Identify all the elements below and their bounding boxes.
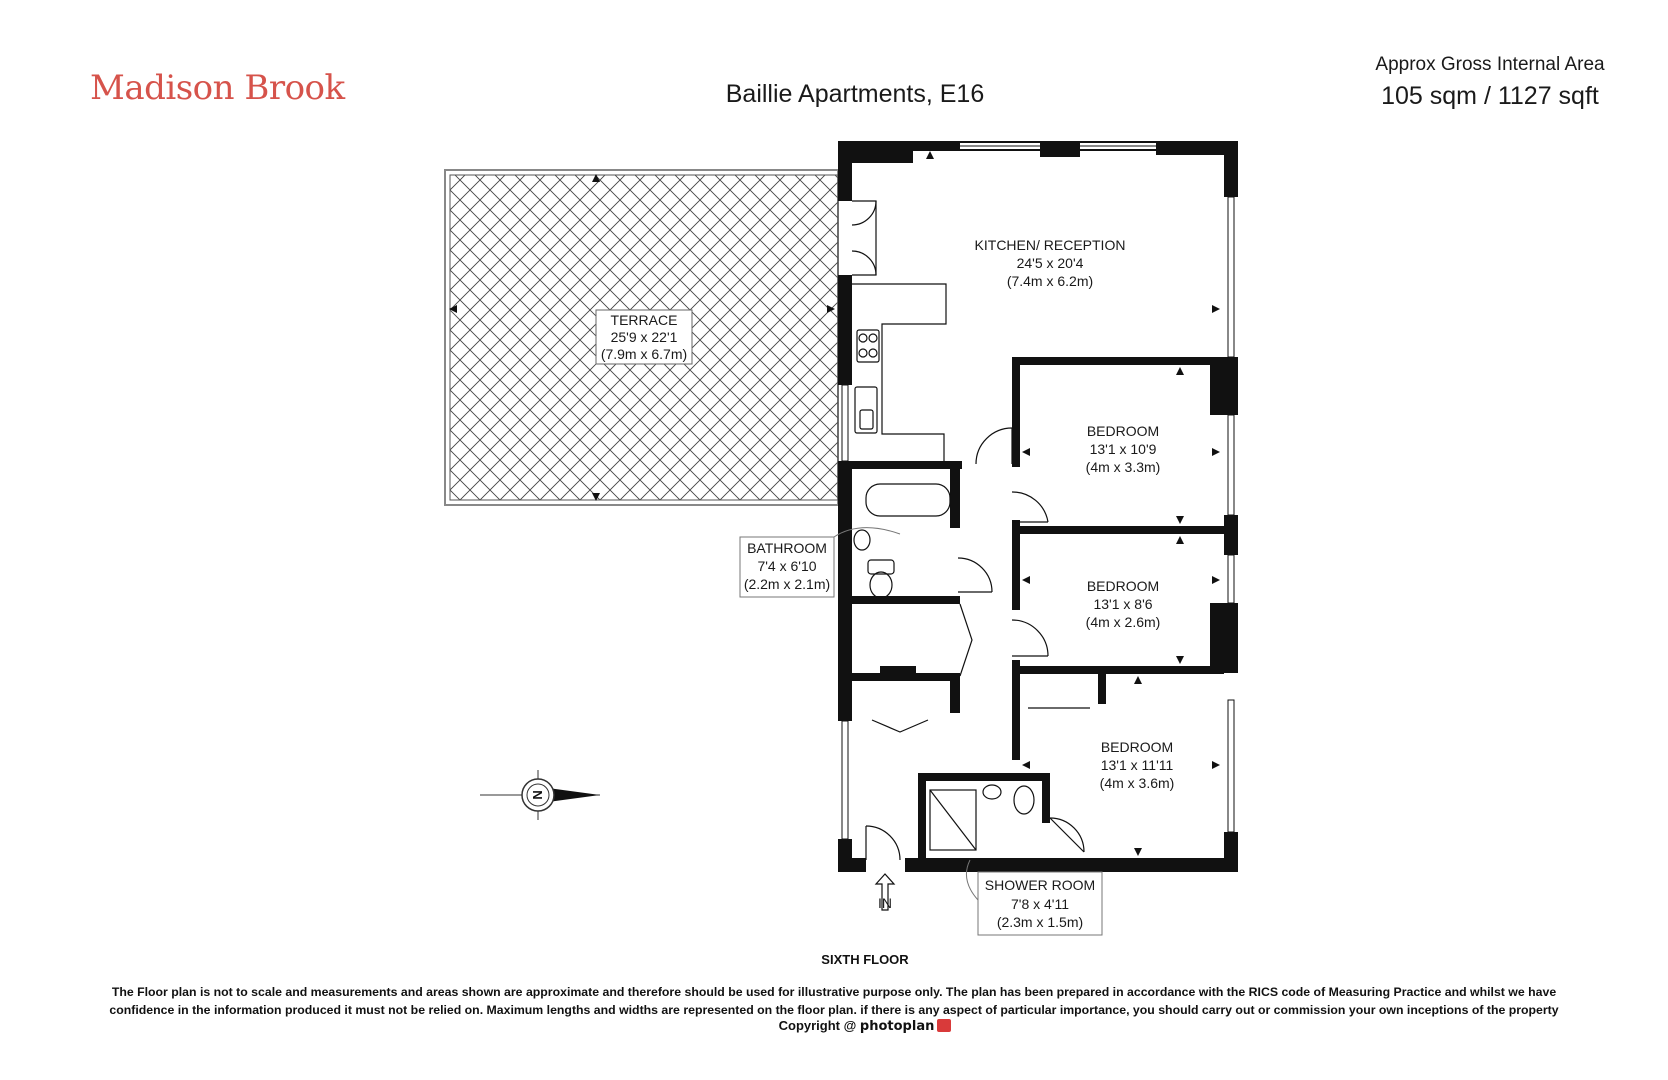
room-label-bathroom	[740, 528, 900, 597]
svg-text:13'1 x 8'6: 13'1 x 8'6	[1093, 596, 1153, 612]
svg-text:(7.9m x 6.7m): (7.9m x 6.7m)	[600, 346, 688, 362]
disclaimer-text: The Floor plan is not to scale and measurements and areas shown are approximate and therefore should be used for illustrative purpose only. The plan has been prepared in accordance with the RICS code of Measuring Practice and whilst we have confidence in the information produced it must not be relied on. Maximum lengths and widths are represented on the floor plan. if there is any aspect of particular importance, you should carry out or commission your own inceptions of the property	[109, 985, 1559, 1017]
compass-label: N	[530, 790, 545, 800]
copyright-prefix: Copyright @	[778, 1018, 857, 1033]
svg-text:(4m x 3.3m): (4m x 3.3m)	[1085, 459, 1161, 475]
room-label-terrace	[601, 312, 687, 362]
svg-text:24'5 x 20'4: 24'5 x 20'4	[1016, 255, 1084, 271]
svg-text:BEDROOM: BEDROOM	[1100, 739, 1174, 755]
area-label: Approx Gross Internal Area	[1375, 54, 1605, 75]
room-label-bedroom-3	[1100, 739, 1175, 791]
brand-logo: Madison Brook	[90, 68, 345, 108]
svg-text:BATHROOM: BATHROOM	[747, 540, 827, 556]
area-value: 105 sqm / 1127 sqft	[1381, 82, 1599, 110]
svg-text:TERRACE: TERRACE	[610, 312, 678, 328]
kitchen-units	[852, 284, 946, 463]
room-label-kitchen	[975, 237, 1126, 289]
svg-text:7'8 x 4'11: 7'8 x 4'11	[1010, 896, 1070, 912]
terrace-doors	[852, 201, 876, 275]
svg-text:(4m x 2.6m): (4m x 2.6m)	[1085, 614, 1161, 630]
entrance-label: IN	[878, 895, 892, 911]
svg-text:13'1 x 10'9: 13'1 x 10'9	[1089, 441, 1157, 457]
svg-text:BEDROOM: BEDROOM	[1086, 423, 1160, 439]
floor-label: SIXTH FLOOR	[821, 952, 909, 967]
svg-text:25'9 x 22'1: 25'9 x 22'1	[610, 329, 678, 345]
property-title: Baillie Apartments, E16	[725, 80, 985, 108]
photoplan-camera-icon	[937, 1019, 951, 1032]
room-label-bedroom-1	[1086, 423, 1161, 475]
svg-text:BEDROOM: BEDROOM	[1086, 578, 1160, 594]
photoplan-brand: photoplan	[859, 1019, 935, 1034]
copyright-line	[0, 1018, 1668, 1034]
svg-text:(2.3m x 1.5m): (2.3m x 1.5m)	[996, 914, 1084, 930]
svg-text:13'1 x 11'11: 13'1 x 11'11	[1100, 757, 1174, 773]
svg-text:(7.4m x 6.2m): (7.4m x 6.2m)	[1006, 273, 1094, 289]
entrance-marker	[876, 874, 894, 911]
svg-text:SHOWER ROOM: SHOWER ROOM	[984, 877, 1096, 893]
svg-text:KITCHEN/ RECEPTION: KITCHEN/ RECEPTION	[974, 237, 1126, 253]
svg-text:7'4 x 6'10: 7'4 x 6'10	[757, 558, 817, 574]
svg-text:(4m x 3.6m): (4m x 3.6m)	[1099, 775, 1175, 791]
room-label-bedroom-2	[1086, 578, 1161, 630]
svg-text:(2.2m x 2.1m): (2.2m x 2.1m)	[743, 576, 831, 592]
interior-doors	[866, 428, 1090, 860]
compass-icon	[480, 770, 600, 820]
